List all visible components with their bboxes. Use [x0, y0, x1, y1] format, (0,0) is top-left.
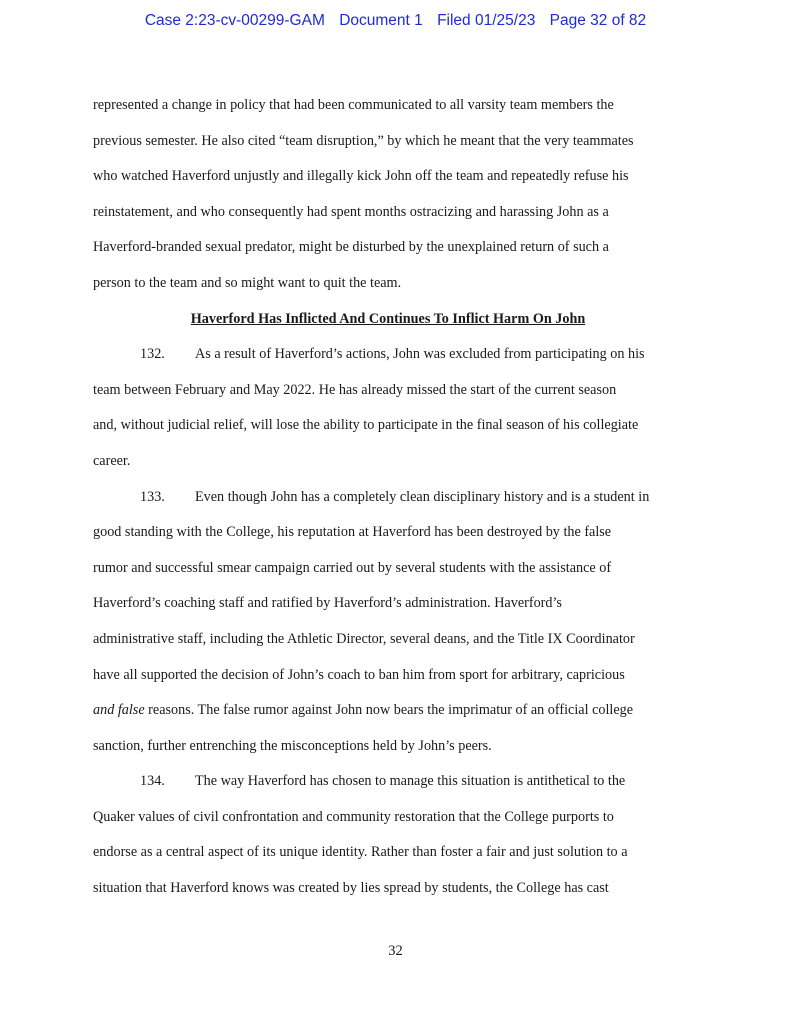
text-line: reinstatement, and who consequently had spent months ostracizing and harassing John as a	[93, 203, 609, 220]
text-line: situation that Haverford knows was created by lies spread by students, the College has cast	[93, 880, 609, 897]
text-line: who watched Haverford unjustly and illegally kick John off the team and repeatedly refuse his	[93, 168, 629, 185]
text-line: good standing with the College, his reputation at Haverford has been destroyed by the false	[93, 524, 612, 541]
text-segment: As a result of Haverford’s actions, John was excluded from participating on his	[195, 346, 645, 363]
text-line: have all supported the decision of John’s coach to ban him from sport for arbitrary, capricious	[93, 666, 625, 683]
text-line: administrative staff, including the Athletic Director, several deans, and the Title IX Coordinator	[93, 630, 635, 647]
text-segment: reasons. The false rumor against John now bears the imprimatur of an official college	[144, 702, 634, 719]
text-line: represented a change in policy that had been communicated to all varsity team members the	[93, 97, 614, 113]
text-line: endorse as a central aspect of its unique identity. Rather than foster a fair and just solution to a	[93, 844, 628, 861]
text-segment: The way Haverford has chosen to manage this situation is antithetical to the	[195, 773, 626, 790]
paragraph-number: 133.	[140, 488, 165, 505]
document-body	[93, 88, 703, 907]
italic-phrase: and false	[93, 702, 145, 719]
paragraph-number: 132.	[140, 346, 165, 363]
document-number: Document 1	[339, 12, 423, 29]
text-line: person to the team and so might want to quit the team.	[93, 274, 402, 291]
text-line: rumor and successful smear campaign carried out by several students with the assistance of	[93, 559, 612, 576]
text-segment: Even though John has a completely clean disciplinary history and is a student in	[195, 488, 650, 505]
paragraph-134-first-line	[93, 764, 703, 800]
text-line-with-italic	[93, 693, 703, 729]
page-number: 32	[388, 943, 403, 959]
paragraph-133-first-line	[93, 480, 703, 516]
text-line: and, without judicial relief, will lose the ability to participate in the final season of his collegiate	[93, 417, 639, 434]
text-line: career.	[93, 452, 131, 469]
paragraph-number: 134.	[140, 773, 165, 790]
page-count: Page 32 of 82	[549, 12, 647, 29]
text-line: previous semester. He also cited “team disruption,” by which he meant that the very teammates	[93, 132, 634, 149]
section-heading: Haverford Has Inflicted And Continues To Inflict Harm On John	[190, 310, 586, 327]
text-line: Haverford-branded sexual predator, might be disturbed by the unexplained return of such a	[93, 239, 609, 256]
text-line: Haverford’s coaching staff and ratified by Haverford’s administration. Haverford’s	[93, 595, 562, 612]
case-number: Case 2:23-cv-00299-GAM	[144, 12, 325, 29]
text-line: Quaker values of civil confrontation and community restoration that the College purports to	[93, 808, 614, 825]
text-line: team between February and May 2022. He has already missed the start of the current season	[93, 381, 617, 398]
court-filing-header	[0, 12, 791, 30]
filed-date: Filed 01/25/23	[437, 12, 536, 29]
text-line: sanction, further entrenching the misconceptions held by John’s peers.	[93, 737, 492, 754]
paragraph-132-first-line	[93, 337, 703, 373]
